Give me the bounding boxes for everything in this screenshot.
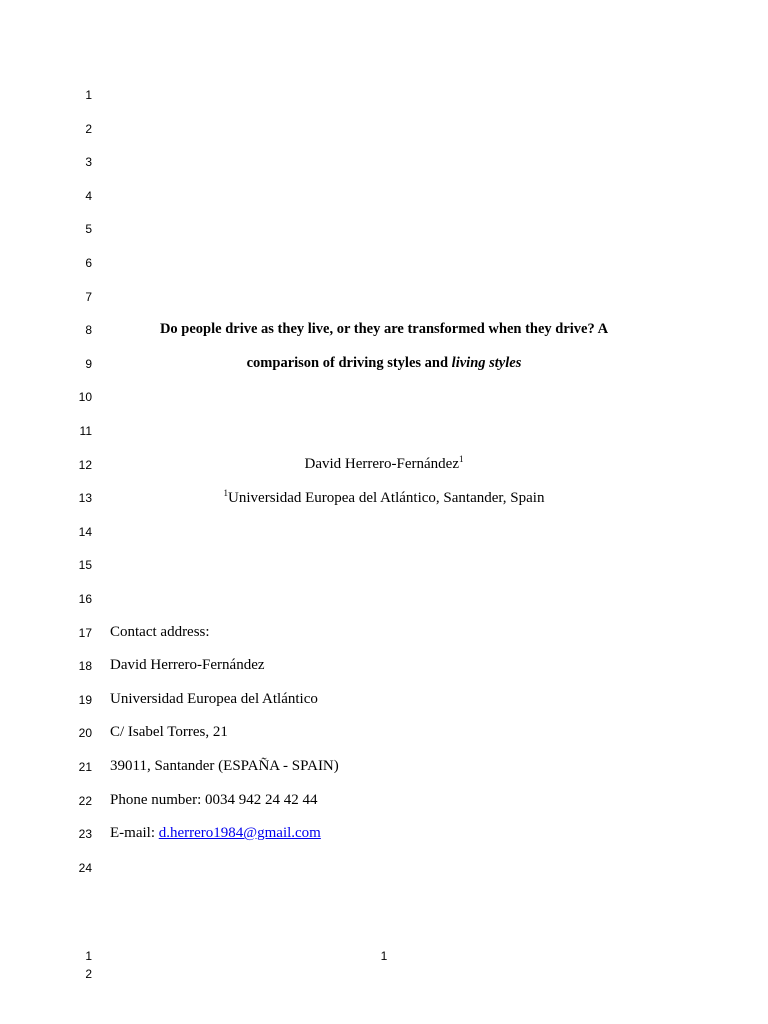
line-number: 11: [79, 424, 92, 438]
line-number: 1: [85, 88, 92, 102]
line-number: 15: [78, 558, 92, 573]
contact-heading: Contact address:: [110, 624, 210, 640]
author-superscript: 1: [459, 454, 464, 464]
title-line-1: [0, 320, 768, 338]
page-number: 1: [380, 949, 388, 963]
line-number: 8: [85, 323, 92, 338]
line-number: 12: [78, 457, 92, 472]
contact-email-line: [110, 824, 321, 842]
author-name: David Herrero-Fernández: [304, 456, 459, 472]
line-number: 20: [78, 726, 92, 741]
line-number: 9: [85, 356, 92, 371]
line-number: 6: [85, 256, 92, 270]
email-link[interactable]: d.herrero1984@gmail.com: [158, 825, 321, 841]
line-number: 2: [85, 121, 92, 136]
affiliation-text: Universidad Europea del Atlántico, Santander, Spain: [228, 490, 545, 506]
line-number: 17: [78, 625, 92, 640]
contact-city: 39011, Santander (ESPAÑA - SPAIN): [110, 758, 339, 774]
title-text-2: comparison of driving styles and: [246, 355, 452, 371]
author-line: [0, 455, 768, 473]
contact-name: David Herrero-Fernández: [110, 657, 265, 673]
line-number: 14: [78, 524, 92, 539]
contact-street: C/ Isabel Torres, 21: [110, 724, 228, 740]
affiliation-superscript: 1: [223, 488, 229, 498]
title-text-1: Do people drive as they live, or they are transformed when they drive? A: [159, 321, 609, 337]
contact-institution: Universidad Europea del Atlántico: [110, 691, 318, 707]
line-number: 5: [85, 222, 92, 237]
title-italic-text: living styles: [451, 355, 522, 371]
line-number: 7: [85, 289, 92, 304]
line-number: 13: [78, 491, 92, 506]
footer-line-number-2: 2: [85, 967, 92, 981]
affiliation-line: [0, 489, 768, 507]
title-line-2: [0, 354, 768, 372]
line-number: 18: [78, 659, 92, 674]
line-number: 3: [85, 155, 92, 170]
contact-phone: Phone number: 0034 942 24 42 44: [110, 792, 318, 808]
line-number: 4: [85, 188, 92, 203]
email-label: E-mail:: [110, 825, 159, 841]
line-number: 16: [78, 592, 92, 606]
footer-line-number-1: 1: [85, 949, 92, 963]
line-number: 19: [78, 692, 92, 707]
line-number: 21: [78, 760, 92, 774]
line-number: 22: [78, 793, 92, 808]
line-number: 24: [78, 860, 92, 875]
line-number: 10: [78, 390, 92, 405]
line-number: 23: [78, 827, 92, 842]
